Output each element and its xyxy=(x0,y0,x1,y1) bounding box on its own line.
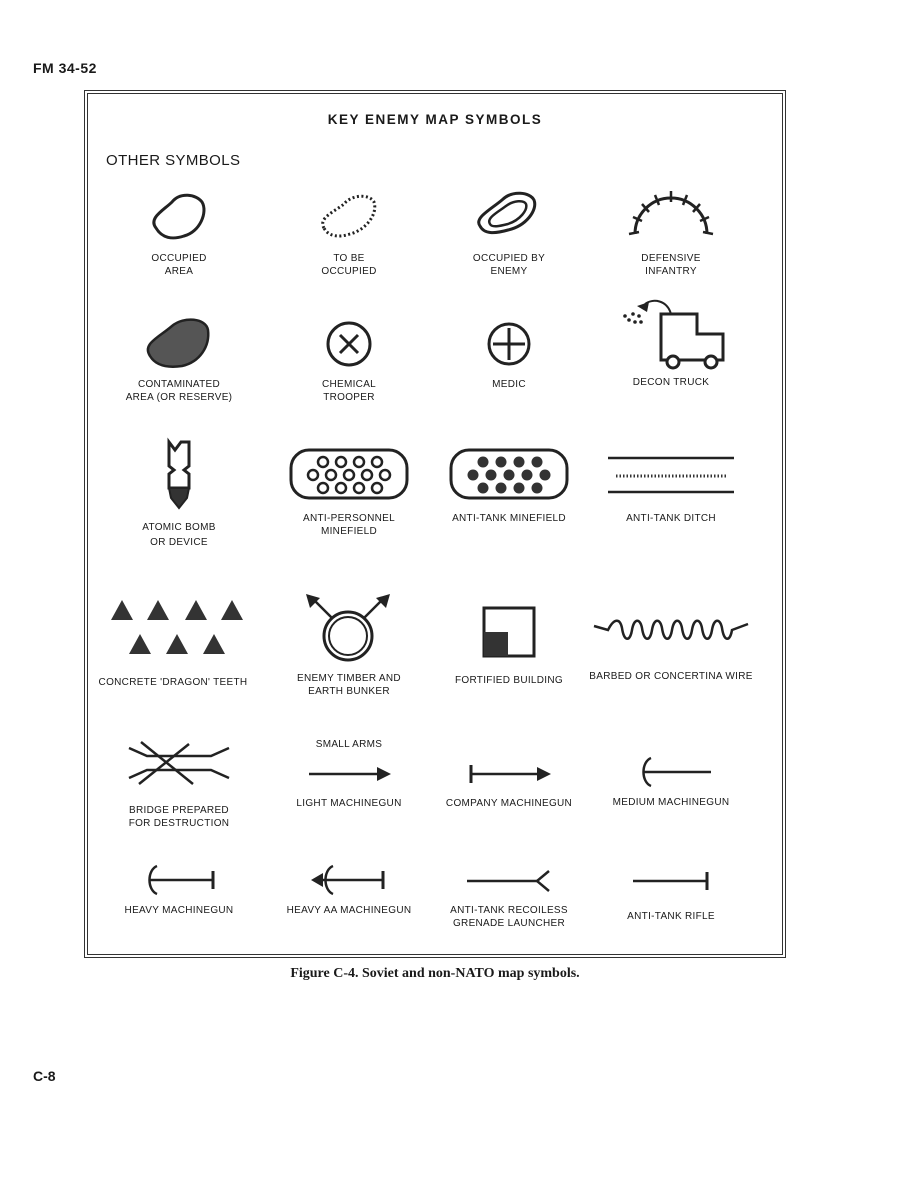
symbol-label-line1: DEFENSIVE xyxy=(641,253,701,264)
symbol-label-line2: MINEFIELD xyxy=(320,526,378,537)
symbol-cell xyxy=(264,738,434,810)
symbol-cell xyxy=(94,188,264,278)
symbol-cell xyxy=(264,188,434,278)
heavy-aa-machinegun-icon xyxy=(299,862,399,898)
figure-title: KEY ENEMY MAP SYMBOLS xyxy=(327,112,543,127)
symbol-label-line1: ENEMY TIMBER AND xyxy=(297,673,401,684)
decon-truck-icon xyxy=(611,294,731,376)
symbol-label-line1: HEAVY MACHINEGUN xyxy=(124,905,234,916)
symbol-label-line2: GRENADE LAUNCHER xyxy=(452,918,566,929)
symbol-cell xyxy=(424,604,594,687)
symbol-cell xyxy=(586,448,756,525)
symbol-cell xyxy=(586,866,756,923)
symbol-label-line1: OCCUPIED BY xyxy=(472,253,546,264)
barbed-wire-icon xyxy=(586,616,756,650)
symbol-label-line2: AREA (OR RESERVE) xyxy=(125,392,233,403)
symbol-cell xyxy=(424,448,594,525)
symbol-cell xyxy=(586,188,756,278)
symbol-cell xyxy=(94,862,264,917)
symbol-cell xyxy=(94,738,264,830)
medium-machinegun-icon xyxy=(621,754,721,790)
page-footer: C-8 xyxy=(33,1068,56,1084)
symbol-label-line2: FOR DESTRUCTION xyxy=(128,818,230,829)
company-machinegun-icon xyxy=(459,759,559,789)
symbol-cell xyxy=(264,312,434,404)
page-header: FM 34-52 xyxy=(33,60,97,76)
bunker-icon xyxy=(294,590,404,668)
symbol-label-line1: ANTI-TANK DITCH xyxy=(626,513,716,524)
anti-tank-minefield-icon xyxy=(449,448,569,502)
figure-frame xyxy=(84,90,786,958)
symbol-label-line2: OR DEVICE xyxy=(150,537,208,548)
symbol-cell xyxy=(424,759,594,810)
symbol-label-line1: MEDIC xyxy=(492,379,526,390)
symbol-cell xyxy=(264,448,434,538)
anti-tank-rifle-icon xyxy=(621,866,721,896)
symbol-label-line1: FORTIFIED BUILDING xyxy=(454,675,563,686)
bridge-prepared-icon xyxy=(119,738,239,788)
symbol-cell xyxy=(94,438,264,550)
symbol-label-line1: DECON TRUCK xyxy=(632,377,710,388)
recoilless-launcher-icon xyxy=(459,866,559,896)
figure-caption: Figure C-4. Soviet and non-NATO map symbols. xyxy=(290,966,580,981)
symbol-label-line1: ANTI-TANK RIFLE xyxy=(627,911,715,922)
occupied-by-enemy-icon xyxy=(464,188,554,248)
symbol-label-line1: BRIDGE PREPARED xyxy=(129,805,229,816)
heavy-machinegun-icon xyxy=(129,862,229,898)
symbol-cell xyxy=(424,312,594,391)
symbol-cell xyxy=(88,596,258,689)
atomic-bomb-icon xyxy=(149,438,209,510)
symbol-label-line1: HEAVY AA MACHINEGUN xyxy=(286,905,412,916)
symbol-label-line1: ANTI-TANK MINEFIELD xyxy=(452,513,566,524)
symbol-cell xyxy=(424,188,594,278)
medic-icon xyxy=(464,312,554,376)
symbol-cell xyxy=(586,294,756,389)
symbol-label-line1: OCCUPIED xyxy=(151,253,207,264)
symbol-label-line1: MEDIUM MACHINEGUN xyxy=(612,797,730,808)
symbol-label-line1: CHEMICAL xyxy=(321,379,377,390)
symbol-label-line2: ENEMY xyxy=(490,266,528,277)
symbol-label-line1: COMPANY MACHINEGUN xyxy=(445,798,573,809)
symbol-label-line2: TROOPER xyxy=(323,392,375,403)
symbol-label-line1: ATOMIC BOMB xyxy=(142,522,216,533)
section-heading: OTHER SYMBOLS xyxy=(106,152,241,169)
light-machinegun-icon xyxy=(299,759,399,789)
chemical-trooper-icon xyxy=(304,312,394,376)
contaminated-area-icon xyxy=(134,312,224,376)
symbol-label-line1: BARBED OR CONCERTINA WIRE xyxy=(589,671,753,682)
anti-personnel-minefield-icon xyxy=(289,448,409,502)
symbol-cell xyxy=(264,590,434,698)
symbol-label-line1: CONTAMINATED xyxy=(137,379,221,390)
occupied-area-icon xyxy=(134,188,224,248)
dragon-teeth-icon xyxy=(98,596,248,658)
symbol-label-line2: EARTH BUNKER xyxy=(308,686,390,697)
symbol-cell xyxy=(94,312,264,404)
small-arms-heading: SMALL ARMS xyxy=(315,739,383,750)
defensive-infantry-icon xyxy=(621,188,721,248)
symbol-cell xyxy=(586,754,756,809)
symbol-label-line1: ANTI-PERSONNEL xyxy=(303,513,395,524)
to-be-occupied-icon xyxy=(304,188,394,248)
symbol-label-line1: CONCRETE 'DRAGON' TEETH xyxy=(98,677,248,688)
symbol-cell xyxy=(264,862,434,917)
symbol-label-line2: AREA xyxy=(164,266,194,277)
symbol-label-line2: OCCUPIED xyxy=(321,266,377,277)
symbol-label-line1: LIGHT MACHINEGUN xyxy=(296,798,402,809)
symbol-cell xyxy=(586,616,756,683)
symbol-label-line2: INFANTRY xyxy=(645,266,697,277)
anti-tank-ditch-icon xyxy=(606,448,736,502)
fortified-building-icon xyxy=(464,604,554,664)
symbol-label-line1: ANTI-TANK RECOILESS xyxy=(450,905,568,916)
symbol-cell xyxy=(424,866,594,930)
symbol-label-line1: TO BE xyxy=(333,253,365,264)
